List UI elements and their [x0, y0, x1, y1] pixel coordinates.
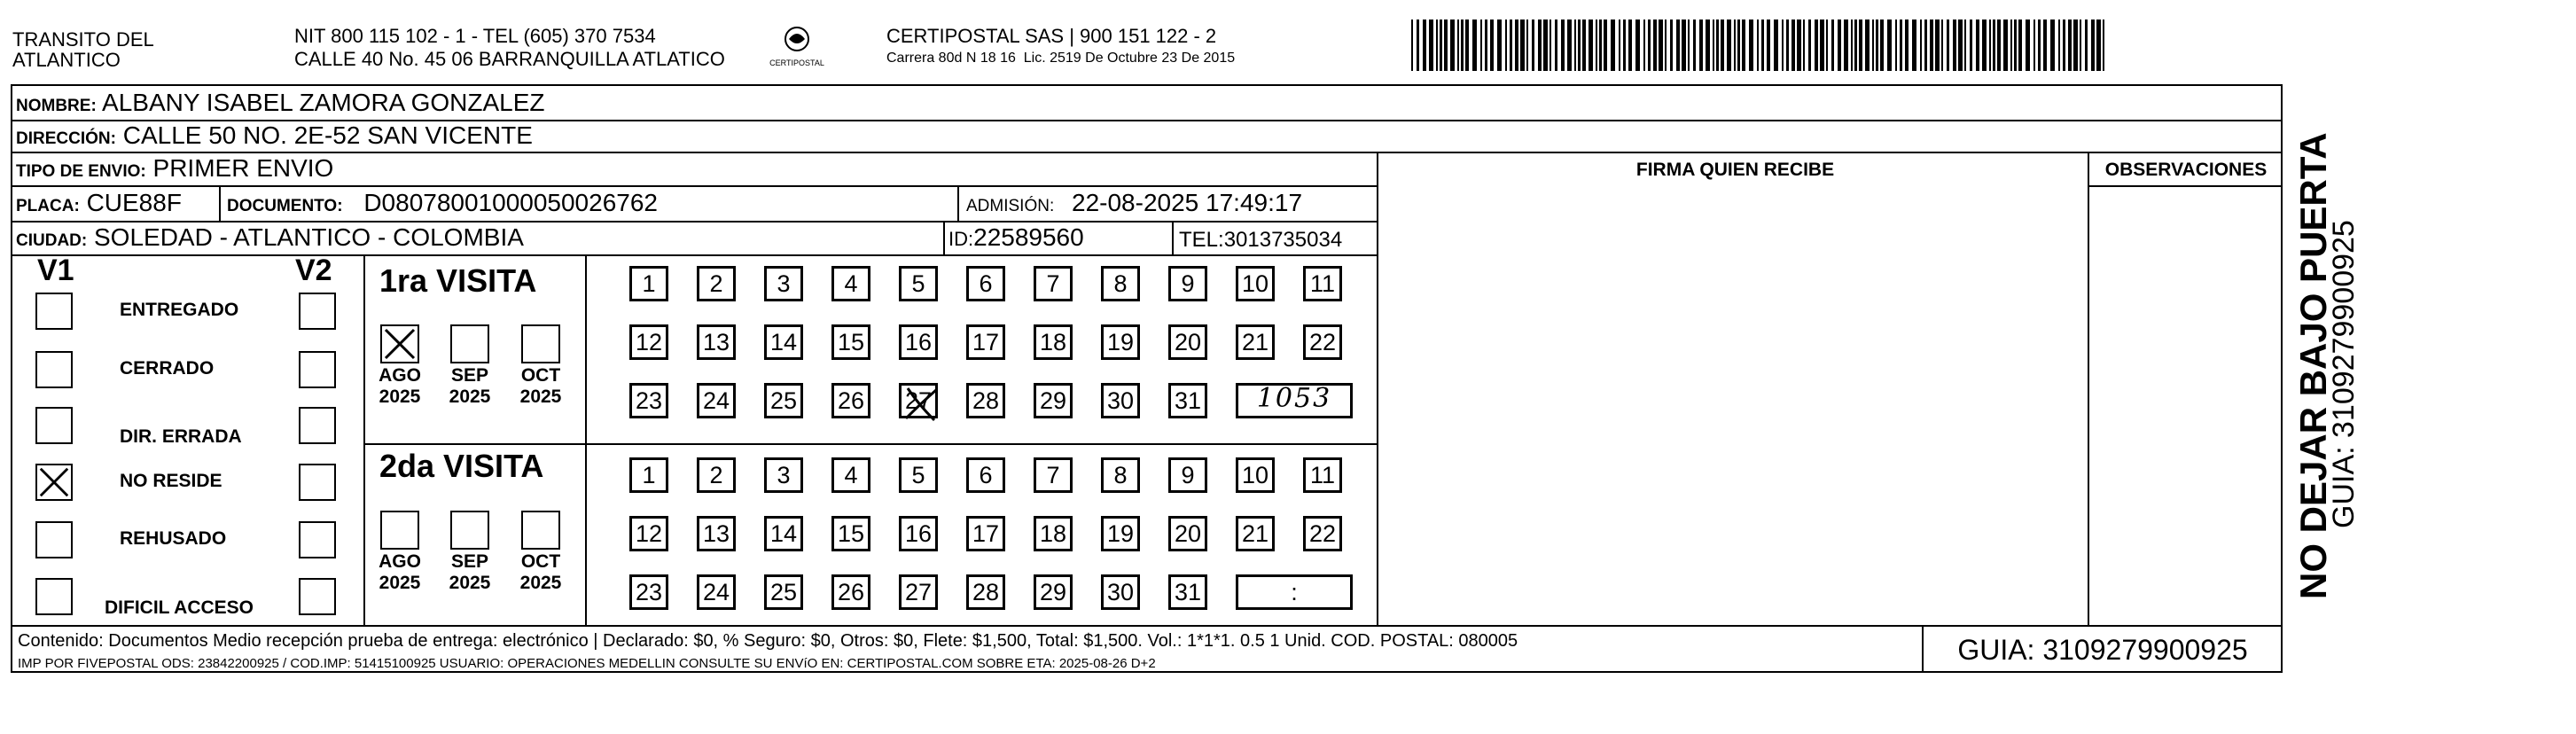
v2-label: V2: [295, 254, 332, 287]
plate-label: PLACA:: [16, 197, 80, 215]
name-label: NOMBRE:: [16, 97, 97, 115]
second-day-16[interactable]: 16: [899, 516, 938, 551]
second-day-1[interactable]: 1: [629, 457, 668, 493]
document-label: DOCUMENTO:: [227, 197, 343, 215]
first-day-10[interactable]: 10: [1236, 266, 1275, 301]
second-day-15[interactable]: 15: [831, 516, 870, 551]
id-cell: [948, 223, 1084, 254]
first-visit-title: 1ra VISITA: [379, 262, 537, 299]
second-day-14[interactable]: 14: [764, 516, 803, 551]
first-day-6[interactable]: 6: [966, 266, 1005, 301]
status-label-4: NO RESIDE: [120, 471, 222, 491]
admission-cell: [966, 189, 1302, 221]
first-day-13[interactable]: 13: [697, 324, 736, 360]
v1-checkbox-6[interactable]: [35, 578, 73, 615]
second-month-label-3: OCT 2025: [519, 551, 562, 593]
second-day-18[interactable]: 18: [1034, 516, 1073, 551]
v2-checkbox-2[interactable]: [299, 351, 336, 388]
v2-checkbox-1[interactable]: [299, 293, 336, 330]
second-day-25[interactable]: 25: [764, 574, 803, 610]
first-day-25[interactable]: 25: [764, 383, 803, 418]
v2-checkbox-6[interactable]: [299, 578, 336, 615]
first-day-9[interactable]: 9: [1168, 266, 1207, 301]
v1-checkbox-2[interactable]: [35, 351, 73, 388]
first-day-2[interactable]: 2: [697, 266, 736, 301]
first-month-label-1: AGO 2025: [379, 365, 421, 407]
plate-value: CUE88F: [86, 189, 182, 216]
second-day-12[interactable]: 12: [629, 516, 668, 551]
print-info-line: IMP POR FIVEPOSTAL ODS: 23842200925 / COD.IMP: 51415100925 USUARIO: OPERACIONES MEDELLIN CONSULTE SU ENVíO EN: CERTIPOSTAL.COM SOBRE ETA: 2025-08-26 D+2: [18, 656, 1156, 671]
first-day-4[interactable]: 4: [831, 266, 870, 301]
side-guide-number: GUIA: 3109279900925: [2327, 220, 2361, 528]
second-day-21[interactable]: 21: [1236, 516, 1275, 551]
first-day-12[interactable]: 12: [629, 324, 668, 360]
v2-checkbox-5[interactable]: [299, 521, 336, 558]
v1-checkbox-1[interactable]: [35, 293, 73, 330]
second-time-field[interactable]: :: [1236, 574, 1353, 610]
v2-checkbox-3[interactable]: [299, 407, 336, 444]
nit-line: NIT 800 115 102 - 1 - TEL (605) 370 7534: [294, 25, 656, 47]
sender-line1: TRANSITO DEL: [12, 28, 154, 51]
first-day-16[interactable]: 16: [899, 324, 938, 360]
first-day-23[interactable]: 23: [629, 383, 668, 418]
first-month-checkbox-1[interactable]: [380, 324, 419, 363]
tel-cell: [1179, 226, 1342, 254]
v1-checkbox-4[interactable]: [35, 464, 73, 501]
barcode: [1411, 20, 2112, 71]
v2-checkbox-4[interactable]: [299, 464, 336, 501]
second-day-29[interactable]: 29: [1034, 574, 1073, 610]
contents-line: Contenido: Documentos Medio recepción prueba de entrega: electrónico | Declarado: $0, % Seguro: $0, Otros: $0, Flete: $1,500, Total: $1,500. Vol.: 1*1*1. 0.5 1 Unid. COD. POSTAL: 080005: [18, 631, 1518, 651]
city-label: CIUDAD:: [16, 231, 88, 250]
first-day-20[interactable]: 20: [1168, 324, 1207, 360]
receiver-signature-label: FIRMA QUIEN RECIBE: [1635, 160, 1835, 180]
second-visit-title: 2da VISITA: [379, 448, 544, 484]
second-day-31[interactable]: 31: [1168, 574, 1207, 610]
second-day-9[interactable]: 9: [1168, 457, 1207, 493]
id-value: 22589560: [973, 223, 1084, 251]
first-day-28[interactable]: 28: [966, 383, 1005, 418]
second-day-26[interactable]: 26: [831, 574, 870, 610]
second-day-22[interactable]: 22: [1303, 516, 1342, 551]
second-day-24[interactable]: 24: [697, 574, 736, 610]
second-day-10[interactable]: 10: [1236, 457, 1275, 493]
document-value: D08078001000050026762: [363, 189, 658, 216]
city-cell: [16, 223, 524, 255]
second-month-checkbox-3[interactable]: [521, 511, 560, 550]
status-label-1: ENTREGADO: [120, 300, 239, 320]
second-day-27[interactable]: 27: [899, 574, 938, 610]
first-day-24[interactable]: 24: [697, 383, 736, 418]
tel-value: 3013735034: [1223, 228, 1343, 252]
first-day-30[interactable]: 30: [1101, 383, 1140, 418]
city-value: SOLEDAD - ATLANTICO - COLOMBIA: [94, 223, 524, 251]
certipostal-logo: [769, 21, 824, 73]
plate-cell: [16, 189, 182, 221]
first-month-label-2: SEP 2025: [449, 365, 491, 407]
sender-line2: ATLANTICO: [12, 49, 121, 71]
admission-value: 22-08-2025 17:49:17: [1072, 189, 1303, 216]
second-day-20[interactable]: 20: [1168, 516, 1207, 551]
observations-label: OBSERVACIONES: [2104, 160, 2268, 180]
first-month-checkbox-3[interactable]: [521, 324, 560, 363]
second-month-checkbox-2[interactable]: [450, 511, 489, 550]
courier-line2: Carrera 80d N 18 16 Lic. 2519 De Octubre 23 De 2015: [886, 51, 1236, 66]
first-day-18[interactable]: 18: [1034, 324, 1073, 360]
second-day-7[interactable]: 7: [1034, 457, 1073, 493]
type-row: [16, 154, 333, 186]
second-day-8[interactable]: 8: [1101, 457, 1140, 493]
first-month-label-3: OCT 2025: [519, 365, 562, 407]
second-day-13[interactable]: 13: [697, 516, 736, 551]
first-day-1[interactable]: 1: [629, 266, 668, 301]
second-day-6[interactable]: 6: [966, 457, 1005, 493]
first-day-15[interactable]: 15: [831, 324, 870, 360]
second-month-checkbox-1[interactable]: [380, 511, 419, 550]
second-day-11[interactable]: 11: [1303, 457, 1342, 493]
first-day-22[interactable]: 22: [1303, 324, 1342, 360]
first-day-29[interactable]: 29: [1034, 383, 1073, 418]
recipient-address: CALLE 50 NO. 2E-52 SAN VICENTE: [122, 121, 533, 149]
first-day-3[interactable]: 3: [764, 266, 803, 301]
second-day-2[interactable]: 2: [697, 457, 736, 493]
second-day-3[interactable]: 3: [764, 457, 803, 493]
first-day-19[interactable]: 19: [1101, 324, 1140, 360]
tel-label: TEL:: [1179, 228, 1224, 252]
second-month-label-2: SEP 2025: [449, 551, 491, 593]
first-day-17[interactable]: 17: [966, 324, 1005, 360]
id-label: ID:: [948, 228, 974, 250]
svg-text:CERTIPOSTAL: CERTIPOSTAL: [769, 59, 824, 67]
courier-line1: CERTIPOSTAL SAS | 900 151 122 - 2: [886, 25, 1217, 47]
v1-checkbox-3[interactable]: [35, 407, 73, 444]
first-day-11[interactable]: 11: [1303, 266, 1342, 301]
sender-address-line: CALLE 40 No. 45 06 BARRANQUILLA ATLATICO: [294, 48, 725, 70]
shipment-type: PRIMER ENVIO: [152, 154, 334, 182]
address-label: DIRECCIÓN:: [16, 129, 116, 148]
second-day-28[interactable]: 28: [966, 574, 1005, 610]
address-row: [16, 121, 533, 153]
second-month-label-1: AGO 2025: [379, 551, 421, 593]
second-day-4[interactable]: 4: [831, 457, 870, 493]
status-label-5: REHUSADO: [120, 528, 227, 549]
first-day-14[interactable]: 14: [764, 324, 803, 360]
first-day-31[interactable]: 31: [1168, 383, 1207, 418]
first-day-21[interactable]: 21: [1236, 324, 1275, 360]
document-cell: [227, 189, 658, 221]
first-time-field[interactable]: 1053: [1236, 383, 1353, 418]
first-day-8[interactable]: 8: [1101, 266, 1140, 301]
first-day-7[interactable]: 7: [1034, 266, 1073, 301]
first-month-checkbox-2[interactable]: [450, 324, 489, 363]
do-not-leave-warning: NO DEJAR BAJO PUERTA: [2292, 132, 2334, 599]
name-row: [16, 89, 545, 121]
footer-guide-number: GUIA: 3109279900925: [1957, 634, 2248, 666]
status-label-3: DIR. ERRADA: [120, 426, 242, 447]
second-day-5[interactable]: 5: [899, 457, 938, 493]
second-day-19[interactable]: 19: [1101, 516, 1140, 551]
status-label-6: DIFICIL ACCESO: [105, 597, 254, 618]
status-label-2: CERRADO: [120, 358, 215, 379]
first-day-26[interactable]: 26: [831, 383, 870, 418]
type-label: TIPO DE ENVIO:: [16, 162, 146, 181]
recipient-name: ALBANY ISABEL ZAMORA GONZALEZ: [102, 89, 545, 116]
admission-label: ADMISIÓN:: [966, 197, 1055, 215]
first-day-5[interactable]: 5: [899, 266, 938, 301]
v1-checkbox-5[interactable]: [35, 521, 73, 558]
first-day-27[interactable]: 27: [899, 383, 938, 418]
v1-label: V1: [37, 254, 74, 287]
second-day-17[interactable]: 17: [966, 516, 1005, 551]
second-day-30[interactable]: 30: [1101, 574, 1140, 610]
second-day-23[interactable]: 23: [629, 574, 668, 610]
